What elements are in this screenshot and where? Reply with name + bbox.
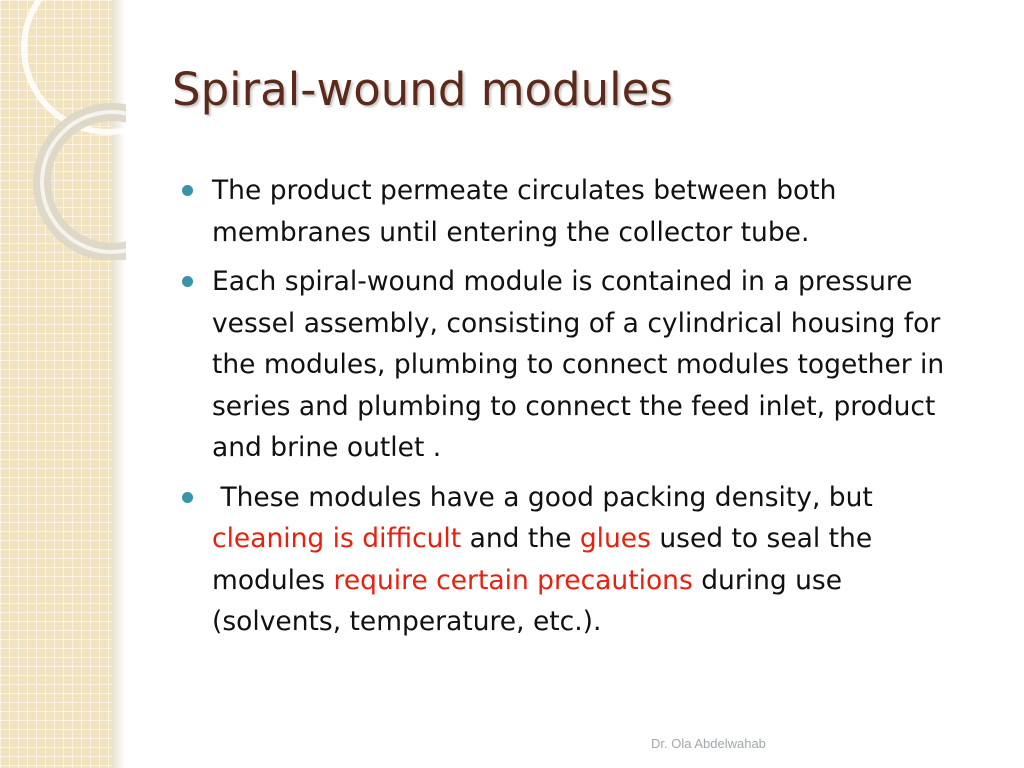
bullet-item-packing-density [180,477,975,643]
bullet-text: Each spiral-wound module is contained in a pressure vessel assembly, consisting of a cylindrical housing for the modules, plumbing to connect modules together in series and plumbing to connect the feed inlet, product and brine outlet . [212,266,945,463]
highlight-precautions: require certain precautions [333,564,693,596]
bullet-text-part2: and the [461,523,580,554]
bullet-text-part3: used to seal the modules [212,523,873,596]
bullet-item-permeate [180,170,975,253]
decorative-rings [0,0,126,260]
slide-title: Spiral-wound modules [172,63,673,116]
footer-author: Dr. Ola Abdelwahab [651,736,766,751]
bullet-icon [182,185,193,196]
bullet-list [180,170,975,643]
bullet-icon [182,276,193,287]
bullet-text-part1: These modules have a good packing density, but [220,481,873,513]
bullet-text-part4: during use (solvents, temperature, etc.). [212,564,843,637]
highlight-glues: glues [579,523,651,554]
slide-content [180,170,975,651]
highlight-cleaning-difficult: cleaning is difficult [212,523,462,554]
bullet-text: The product permeate circulates between both membranes until entering the collector tube. [212,175,837,248]
bullet-icon [182,492,193,503]
bullet-item-pressure-vessel [180,261,975,469]
